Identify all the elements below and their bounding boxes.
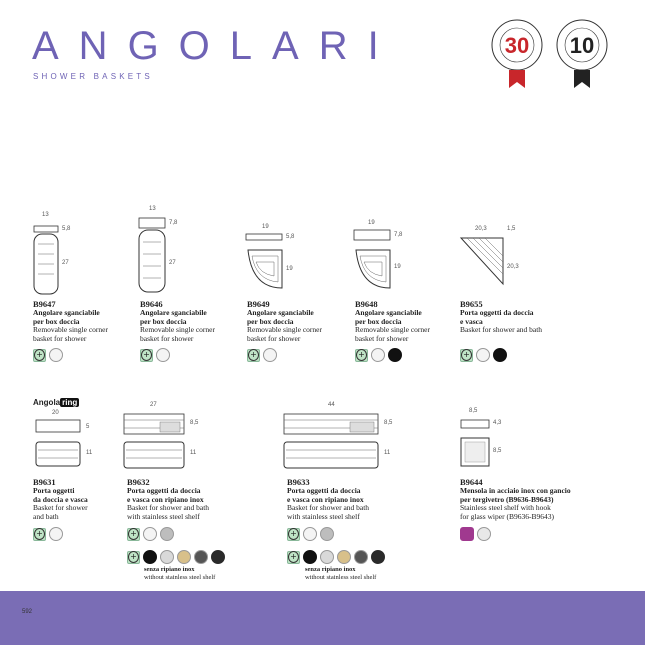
dim-width: 19 xyxy=(368,220,375,226)
product-name-en: basket for shower xyxy=(247,333,301,343)
basket-drawing-icon xyxy=(135,204,195,300)
finish-white xyxy=(160,550,174,564)
product-code: B9633 xyxy=(287,477,310,487)
product-b9631 xyxy=(33,477,123,521)
finish-chrome xyxy=(263,348,277,362)
product-name-it: Porta oggetti da doccia xyxy=(127,486,201,495)
warranty-badge-icon xyxy=(552,18,612,98)
basket-drawing-icon xyxy=(30,410,105,470)
page-number: 592 xyxy=(22,609,33,615)
finish-swatches xyxy=(460,348,507,362)
dim-width: 13 xyxy=(149,206,156,212)
plus-icon: + xyxy=(127,528,140,541)
logo-part2: ring xyxy=(62,398,78,407)
product-name-it: Angolare sganciabile xyxy=(355,308,422,317)
page-title: ANGOLARI xyxy=(32,24,399,68)
dim-depth: 5 xyxy=(86,424,90,430)
finish-swatches xyxy=(140,348,170,362)
plus-icon: + xyxy=(33,528,46,541)
product-b9633 xyxy=(287,477,427,521)
dim-depth: 8,5 xyxy=(190,420,199,426)
finish-satin xyxy=(160,527,174,541)
finish-black xyxy=(388,348,402,362)
finish-swatches-alt xyxy=(287,550,385,564)
drawing-b9644 xyxy=(455,408,515,472)
product-name-en: Stainless steel shelf with hook xyxy=(460,503,551,512)
basket-drawing-icon xyxy=(30,210,90,300)
plus-icon: + xyxy=(127,551,140,564)
product-name-it: per box doccia xyxy=(140,316,187,326)
page-subtitle: SHOWER BASKETS xyxy=(33,72,153,81)
note-en: without stainless steel shelf xyxy=(144,573,216,581)
dim-width: 27 xyxy=(150,402,157,408)
basket-drawing-icon xyxy=(350,218,420,300)
product-name-it: per tergivetro (B9636-B9643) xyxy=(460,494,554,504)
dim-height: 19 xyxy=(286,266,293,272)
finish-chrome xyxy=(476,348,490,362)
product-name-en: Removable single corner xyxy=(140,325,215,334)
finish-black xyxy=(143,550,157,564)
product-name-en: for glass wiper (B9636-B9643) xyxy=(460,511,554,521)
product-code: B9648 xyxy=(355,299,378,309)
dim-height: 27 xyxy=(62,260,69,266)
finish-gunmetal xyxy=(354,550,368,564)
finish-chrome xyxy=(303,527,317,541)
plus-icon: + xyxy=(355,349,368,362)
product-name-en: Removable single corner xyxy=(355,325,430,334)
finish-swatches xyxy=(33,527,63,541)
finish-swatches xyxy=(33,348,63,362)
finish-white xyxy=(477,527,491,541)
product-name-it: per box doccia xyxy=(33,316,80,326)
product-code: B9655 xyxy=(460,299,483,309)
note-it: senza ripiano inox xyxy=(144,566,195,573)
product-b9649 xyxy=(247,299,347,343)
badge-number: 30 xyxy=(504,33,530,58)
dim-height: 11 xyxy=(86,450,93,456)
product-name-it: Porta oggetti da doccia xyxy=(460,308,534,317)
basket-drawing-icon xyxy=(455,224,535,300)
finish-chrome xyxy=(156,348,170,362)
badge-number: 10 xyxy=(569,33,595,58)
note-it: senza ripiano inox xyxy=(305,566,356,573)
plus-icon: + xyxy=(287,551,300,564)
dim-height: 11 xyxy=(190,450,197,456)
plus-icon: + xyxy=(287,528,300,541)
product-name-it: e vasca con ripiano inox xyxy=(127,494,204,504)
drawing-b9655 xyxy=(455,224,535,300)
plus-icon: + xyxy=(460,349,473,362)
finish-chrome xyxy=(143,527,157,541)
dim-width: 20,3 xyxy=(475,226,487,232)
drawing-b9648 xyxy=(350,218,420,300)
product-name-it: per box doccia xyxy=(355,316,402,326)
dim-height: 20,3 xyxy=(507,264,519,270)
finish-swatches xyxy=(247,348,277,362)
product-b9648 xyxy=(355,299,455,343)
product-name-en: Basket for shower xyxy=(33,503,88,512)
finish-swatches xyxy=(460,527,491,541)
product-name-en: Removable single corner xyxy=(33,325,108,334)
finish-black xyxy=(493,348,507,362)
drawing-b9646 xyxy=(135,204,195,300)
product-code: B9631 xyxy=(33,477,56,487)
product-name-it: e vasca xyxy=(460,316,483,326)
finish-gunmetal xyxy=(194,550,208,564)
basket-drawing-icon xyxy=(120,402,210,472)
logo-part1: Angola xyxy=(33,398,61,407)
basket-drawing-icon xyxy=(280,402,400,472)
warranty-30-badge xyxy=(487,18,547,98)
dim-depth: 5,8 xyxy=(286,234,295,240)
finish-swatches xyxy=(287,527,334,541)
dim-depth: 1,5 xyxy=(507,226,516,232)
finish-dark xyxy=(211,550,225,564)
product-code: B9632 xyxy=(127,477,150,487)
finish-swatches xyxy=(127,527,174,541)
product-name-it: Porta oggetti xyxy=(33,486,75,495)
dim-width: 13 xyxy=(42,212,49,218)
footer-band xyxy=(0,591,645,645)
note-without-shelf xyxy=(144,566,215,581)
finish-chrome xyxy=(49,348,63,362)
product-name-en: basket for shower xyxy=(33,333,87,343)
finish-gold xyxy=(337,550,351,564)
finish-dark xyxy=(371,550,385,564)
product-name-it: Mensola in acciaio inox con gancio xyxy=(460,486,571,495)
finish-chrome xyxy=(49,527,63,541)
product-name-en: and bath xyxy=(33,511,59,521)
dim-height: 27 xyxy=(169,260,176,266)
product-b9655 xyxy=(460,299,580,335)
dim-depth: 4,3 xyxy=(493,420,502,426)
product-name-en: Basket for shower and bath xyxy=(287,503,370,512)
drawing-b9632 xyxy=(120,402,210,472)
product-b9647 xyxy=(33,299,133,343)
product-name-it: Angolare sganciabile xyxy=(33,308,100,317)
basket-drawing-icon xyxy=(242,222,312,300)
product-name-en: basket for shower xyxy=(355,333,409,343)
dim-width: 8,5 xyxy=(469,408,478,414)
angolaring-logo xyxy=(33,398,79,407)
drawing-b9633 xyxy=(280,402,400,472)
product-name-it: Angolare sganciabile xyxy=(247,308,314,317)
drawing-b9631 xyxy=(30,410,105,470)
dim-height: 11 xyxy=(384,450,391,456)
product-b9646 xyxy=(140,299,240,343)
finish-black xyxy=(303,550,317,564)
note-en: without stainless steel shelf xyxy=(305,573,377,581)
product-code: B9647 xyxy=(33,299,56,309)
finish-satin xyxy=(320,527,334,541)
product-name-it: per box doccia xyxy=(247,316,294,326)
warranty-10-badge xyxy=(552,18,612,98)
product-b9632 xyxy=(127,477,267,521)
finish-chrome xyxy=(371,348,385,362)
product-name-it: Porta oggetti da doccia xyxy=(287,486,361,495)
finish-purple xyxy=(460,527,474,541)
product-b9644 xyxy=(460,477,610,521)
shelf-drawing-icon xyxy=(455,408,515,472)
dim-height: 19 xyxy=(394,264,401,270)
note-without-shelf xyxy=(305,566,376,581)
product-code: B9649 xyxy=(247,299,270,309)
product-name-it: Angolare sganciabile xyxy=(140,308,207,317)
finish-white xyxy=(320,550,334,564)
dim-width: 19 xyxy=(262,224,269,230)
dim-width: 20 xyxy=(52,410,59,416)
product-name-en: Basket for shower and bath xyxy=(460,325,543,334)
finish-gold xyxy=(177,550,191,564)
product-name-en: Removable single corner xyxy=(247,325,322,334)
dim-height: 8,5 xyxy=(493,448,502,454)
product-code: B9646 xyxy=(140,299,163,309)
drawing-b9649 xyxy=(242,222,312,300)
warranty-badge-icon xyxy=(487,18,547,98)
product-code: B9644 xyxy=(460,477,483,487)
product-name-en: with stainless steel shelf xyxy=(127,511,200,521)
finish-swatches xyxy=(355,348,402,362)
plus-icon: + xyxy=(247,349,260,362)
plus-icon: + xyxy=(33,349,46,362)
product-name-en: with stainless steel shelf xyxy=(287,511,360,521)
dim-depth: 8,5 xyxy=(384,420,393,426)
plus-icon: + xyxy=(140,349,153,362)
drawing-b9647 xyxy=(30,210,90,300)
dim-depth: 7,8 xyxy=(394,232,403,238)
product-name-it: e vasca con ripiano inox xyxy=(287,494,364,504)
dim-depth: 5,8 xyxy=(62,226,71,232)
dim-depth: 7,8 xyxy=(169,220,178,226)
product-name-en: Basket for shower and bath xyxy=(127,503,210,512)
product-name-en: basket for shower xyxy=(140,333,194,343)
dim-width: 44 xyxy=(328,402,335,408)
product-name-it: da doccia e vasca xyxy=(33,494,88,504)
finish-swatches-alt xyxy=(127,550,225,564)
